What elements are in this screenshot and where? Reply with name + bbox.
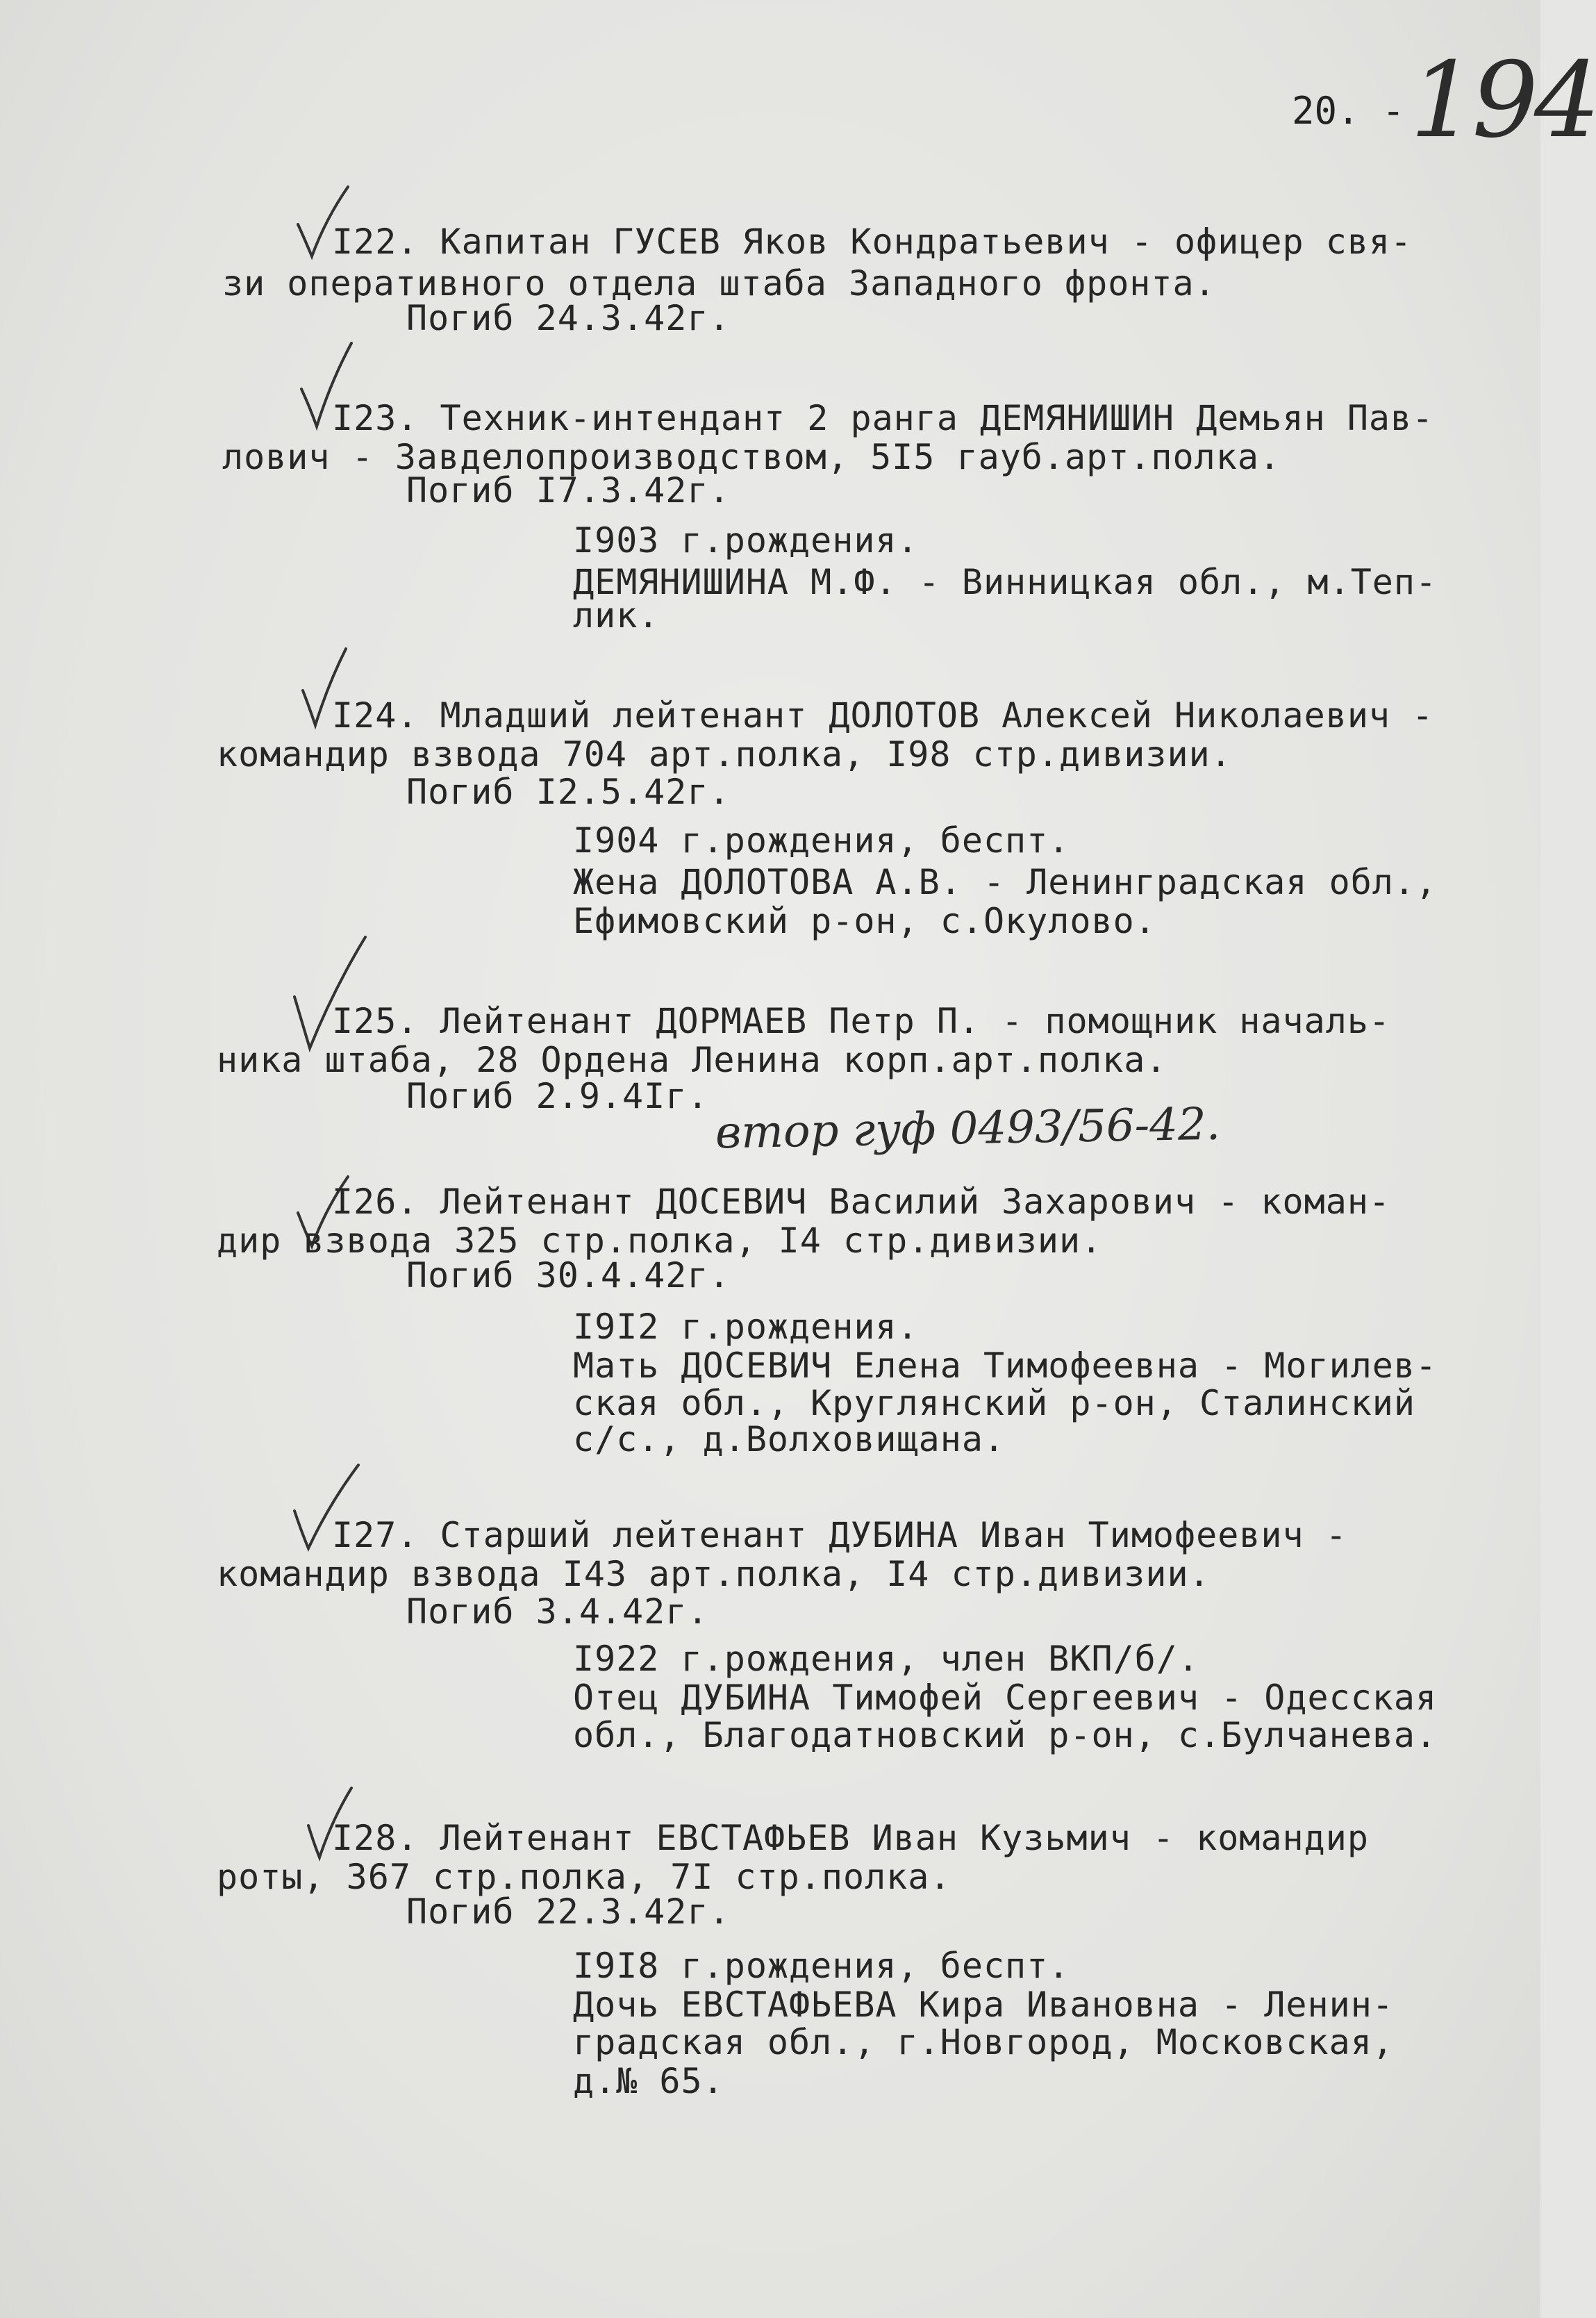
entry-128-line-1: I28. Лейтенант ЕВСТАФЬЕВ Иван Кузьмич - командир — [332, 1818, 1369, 1858]
entry-124-death: Погиб I2.5.42г. — [406, 772, 731, 812]
entry-123-detail-2: ДЕМЯНИШИНА М.Ф. - Винницкая обл., м.Теп- — [573, 562, 1438, 602]
entry-122-death: Погиб 24.3.42г. — [406, 298, 731, 338]
entry-128-detail-2: Дочь ЕВСТАФЬЕВА Кира Ивановна - Ленин- — [573, 1985, 1394, 2025]
entry-124-detail-2: Жена ДОЛОТОВА А.В. - Ленинградская обл., — [573, 862, 1438, 902]
entry-123-line-2: лович - Завделопроизводством, 5I5 гауб.арт.полка. — [222, 437, 1281, 477]
entry-128-detail-3: градская обл., г.Новгород, Московская, — [573, 2022, 1394, 2062]
entry-128-death: Погиб 22.3.42г. — [406, 1891, 731, 1932]
entry-125-line-1: I25. Лейтенант ДОРМАЕВ Петр П. - помощник началь- — [332, 1001, 1391, 1041]
entry-127-line-1: I27. Старший лейтенант ДУБИНА Иван Тимофеевич - — [332, 1515, 1347, 1555]
entry-128-detail-1: I9I8 г.рождения, беспт. — [573, 1946, 1070, 1986]
entry-126-detail-3: ская обл., Круглянский р-он, Сталинский — [573, 1383, 1415, 1423]
entry-124-detail-3: Ефимовский р-он, с.Окулово. — [573, 901, 1156, 941]
entry-127-death: Погиб 3.4.42г. — [406, 1591, 709, 1632]
entry-124-line-1: I24. Младший лейтенант ДОЛОТОВ Алексей Николаевич - — [332, 695, 1434, 736]
entry-123-death: Погиб I7.3.42г. — [406, 470, 731, 511]
handwritten-note: втор гуф 0493/56-42. — [715, 1098, 1221, 1159]
entry-123-detail-3: лик. — [573, 595, 660, 636]
entry-126-line-1: I26. Лейтенант ДОСЕВИЧ Василий Захарович - коман- — [332, 1182, 1391, 1222]
entry-127-line-2: командир взвода I43 арт.полка, I4 стр.дивизии. — [217, 1554, 1211, 1594]
entry-126-detail-4: с/с., д.Волховищана. — [573, 1419, 1006, 1459]
entry-122-line-2: зи оперативного отдела штаба Западного фронта. — [222, 263, 1216, 304]
entry-126-line-2: дир взвода 325 стр.полка, I4 стр.дивизии. — [217, 1220, 1103, 1261]
entry-127-detail-1: I922 г.рождения, член ВКП/б/. — [573, 1639, 1199, 1679]
entry-128-detail-4: д.№ 65. — [573, 2061, 724, 2101]
entry-127-detail-2: Отец ДУБИНА Тимофей Сергеевич - Одесская — [573, 1678, 1438, 1718]
entry-124-line-2: командир взвода 704 арт.полка, I98 стр.дивизии. — [217, 734, 1232, 775]
entry-127-detail-3: обл., Благодатновский р-он, с.Булчанева. — [573, 1715, 1438, 1755]
printed-page-number: 20. - — [1292, 89, 1405, 133]
entry-125-death: Погиб 2.9.4Iг. — [406, 1076, 709, 1116]
entry-126-death: Погиб 30.4.42г. — [406, 1255, 731, 1295]
entry-123-line-1: I23. Техник-интендант 2 ранга ДЕМЯНИШИН Демьян Пав- — [332, 398, 1434, 438]
handwritten-page-number: 194 — [1410, 40, 1596, 161]
entry-126-detail-1: I9I2 г.рождения. — [573, 1307, 919, 1347]
entry-124-detail-1: I904 г.рождения, беспт. — [573, 820, 1070, 861]
entry-125-line-2: ника штаба, 28 Ордена Ленина корп.арт.полка. — [217, 1040, 1167, 1080]
entry-122-line-1: I22. Капитан ГУСЕВ Яков Кондратьевич - офицер свя- — [332, 222, 1413, 262]
entry-128-line-2: роты, 367 стр.полка, 7I стр.полка. — [217, 1857, 951, 1897]
entry-126-detail-2: Мать ДОСЕВИЧ Елена Тимофеевна - Могилев- — [573, 1346, 1438, 1386]
entry-123-detail-1: I903 г.рождения. — [573, 520, 919, 561]
